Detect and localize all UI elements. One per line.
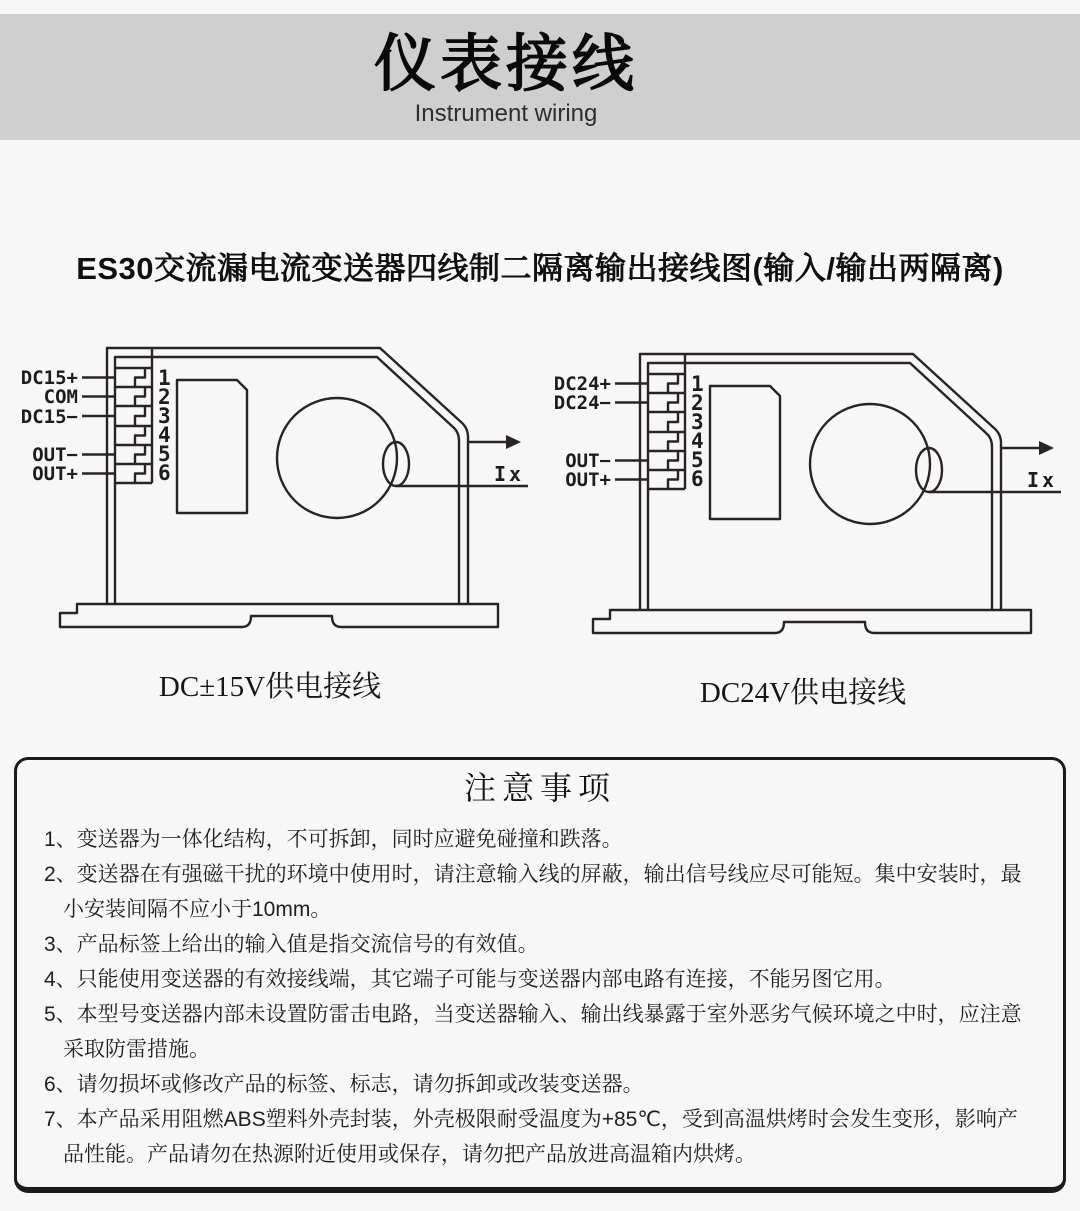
terminal-label: OUT− [565,450,611,472]
terminal-label: DC15− [20,406,78,428]
label-plate [177,380,247,513]
note-item: 4、只能使用变送器的有效接线端，其它端子可能与变送器内部电路有连接，不能另图它用。 [44,968,896,991]
pin-number: 5 [691,448,704,472]
terminal-wires [615,384,649,480]
note-item: 2、变送器在有强磁干扰的环境中使用时，请注意输入线的屏蔽，输出信号线应尽可能短。集中安装时，最小安装间隔不应小于10mm。 [44,863,1022,921]
terminal-label: DC24+ [553,373,611,395]
note-item: 1、变送器为一体化结构，不可拆卸，同时应避免碰撞和跌落。 [44,828,623,851]
terminal-label: OUT− [32,444,78,466]
label-plate [710,386,780,519]
output-arrow [468,435,521,449]
terminal-block [82,348,152,483]
terminal-label: OUT+ [32,463,78,485]
note-item: 6、请勿损坏或修改产品的标签、标志，请勿拆卸或改装变送器。 [44,1073,644,1096]
pin-numbers [691,372,704,491]
pin-numbers [158,366,171,485]
arrow-right-icon [506,435,521,449]
terminal-block [615,354,685,489]
wiring-diagram-dc24 [533,341,1073,661]
transformer-hole [277,398,397,518]
terminal-label: DC15+ [20,367,78,389]
terminal-label: DC24− [553,392,611,414]
device-outline [60,348,498,627]
header-inner [0,14,1012,128]
pin-number: 4 [158,423,171,447]
terminal-cell-dividers [115,368,152,483]
pin-number: 4 [691,429,704,453]
transformer-hole [810,404,930,524]
note-item: 3、产品标签上给出的输入值是指交流信号的有效值。 [44,933,539,956]
page-subtitle: Instrument wiring [414,100,598,127]
ix-label: Ix [1026,468,1058,492]
notes-box [14,757,1066,1193]
pin-number: 5 [158,442,171,466]
din-rail-base [60,604,498,627]
note-item: 7、本产品采用阻燃ABS塑料外壳封装，外壳极限耐受温度为+85℃，受到高温烘烤时会发生变形，影响产品性能。产品请勿在热源附近使用或保存，请勿把产品放进高温箱内烘烤。 [44,1108,1018,1166]
device-outline [593,354,1031,633]
pin-number: 1 [158,366,171,390]
pin-number: 2 [158,385,171,409]
caption-dc15: DC±15V供电接线 [158,671,382,703]
terminal-label: OUT+ [565,469,611,491]
arrow-right-icon [1039,441,1054,455]
pin-number: 2 [691,391,704,415]
pin-number: 6 [158,461,171,485]
din-rail-base [593,610,1031,633]
notes-list [44,822,1027,1172]
page-title: 仪表接线 [373,30,638,99]
header-band [0,14,1080,140]
terminal-labels [554,373,611,491]
output-arrow [1001,441,1054,455]
pin-number: 6 [691,467,704,491]
wiring-diagram-dc15 [0,335,540,655]
caption-dc24: DC24V供电接线 [699,677,907,709]
terminal-wires [82,378,116,474]
terminal-labels [21,367,78,485]
pin-number: 3 [158,404,171,428]
ix-label: Ix [493,462,525,486]
main-title: ES30交流漏电流变送器四线制二隔离输出接线图(输入/输出两隔离) [76,251,1004,286]
pin-number: 1 [691,372,704,396]
note-item: 5、本型号变送器内部未设置防雷击电路，当变送器输入、输出线暴露于室外恶劣气候环境之中时，应注意采取防雷措施。 [44,1003,1022,1061]
notes-title: 注意事项 [463,770,616,806]
terminal-cell-dividers [648,374,685,489]
pin-number: 3 [691,410,704,434]
terminal-label: COM [43,386,78,408]
